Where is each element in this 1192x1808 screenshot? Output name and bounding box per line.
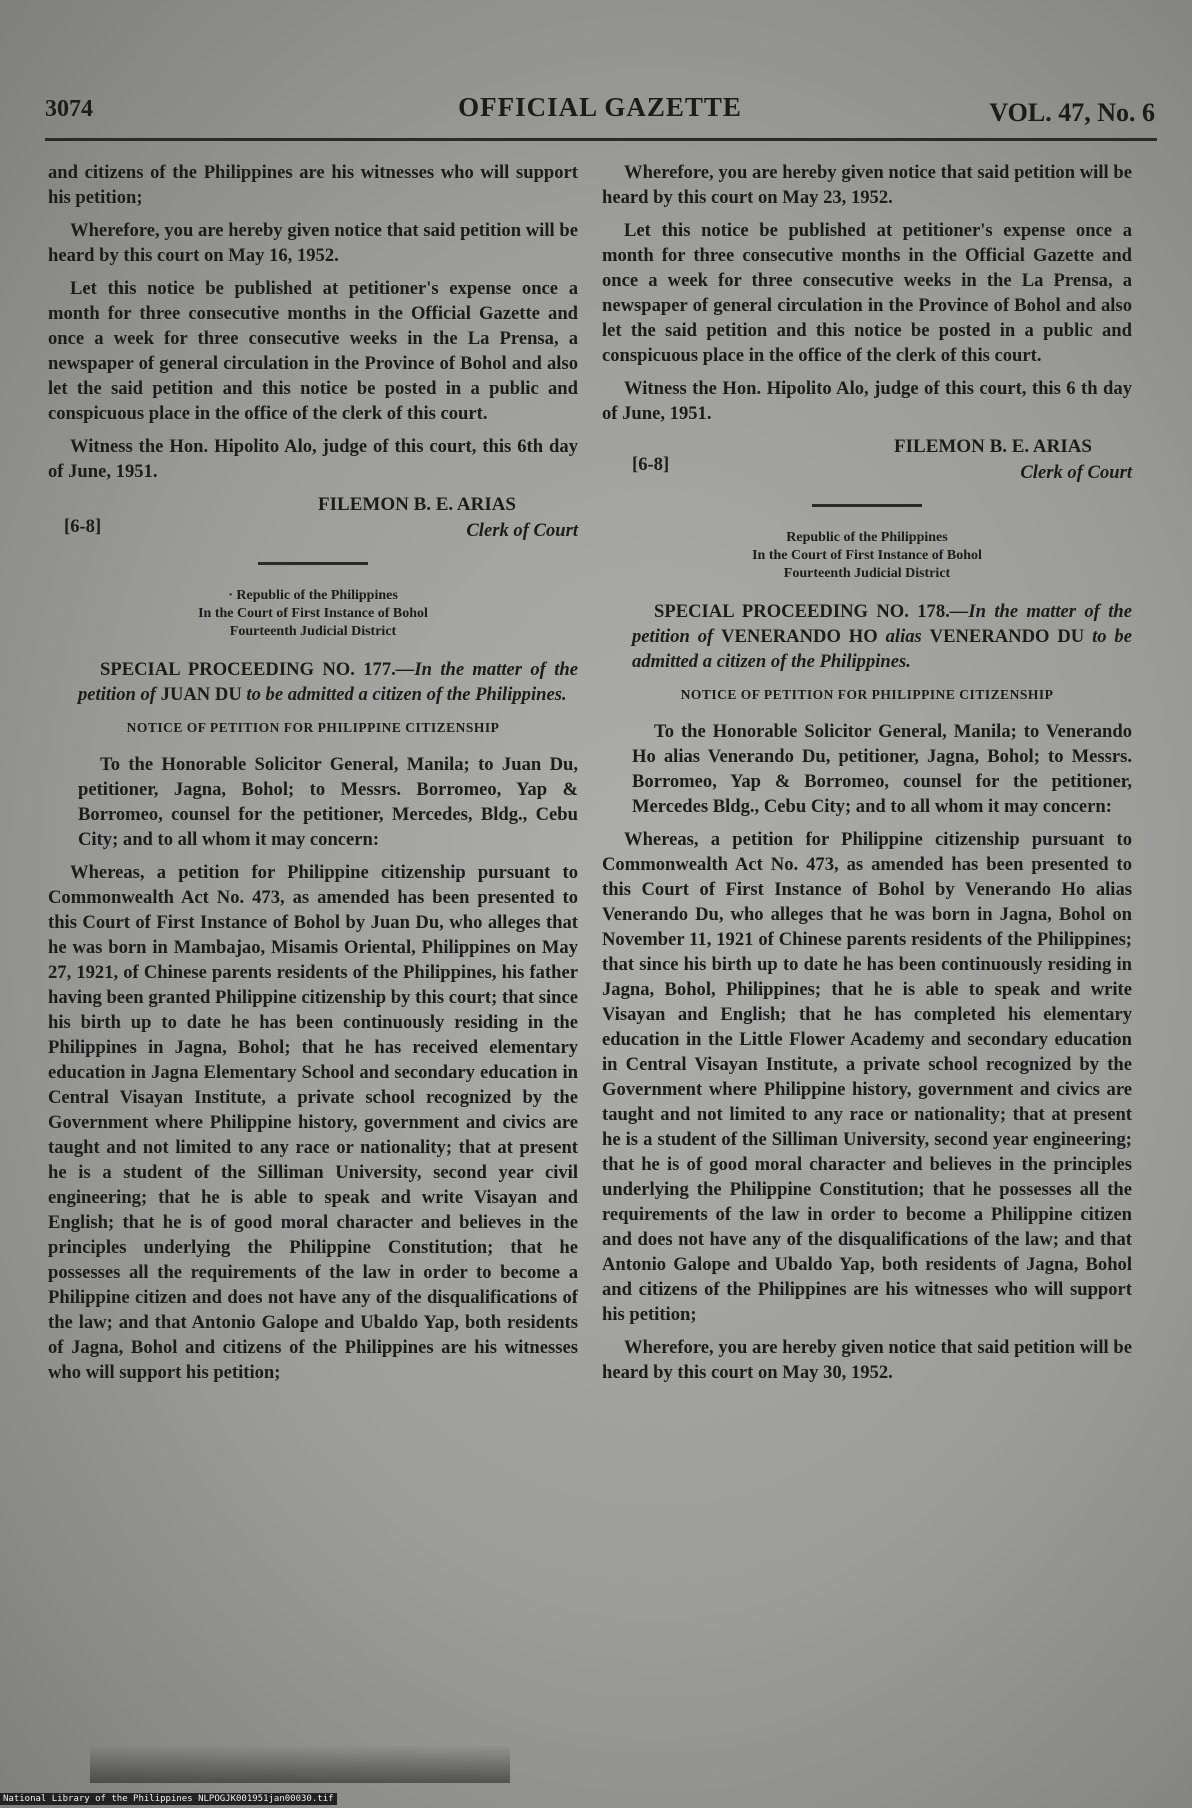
petitioner-name: VENERANDO HO (721, 626, 878, 647)
scan-source-label: National Library of the Philippines NLPOGJK001951jan00030.tif (0, 1793, 337, 1805)
header-rule (45, 138, 1157, 141)
court-line: Fourteenth Judicial District (229, 624, 397, 639)
proceeding-text: —In the matter of the petition of (632, 601, 1132, 647)
paragraph: Whereas, a petition for Philippine citizenship pursuant to Commonwealth Act No. 473, as amended has been presented to this Court of First Instance of Bohol by Venerando Ho alias Venerando Du, who alleges that he was born in Jagna, Bohol on November 11, 1921 of Chinese parents residents of the Philippines; that since his birth up to date he has been continuously residing in Jagna, Bohol, Philippines; that he is able to speak and write Visayan and English; that he has completed his elementary education in the Little Flower Academy and secondary education in Central Visayan Institute, a private school recognized by the Government where Philippine history, government and civics are taught and not limited to any race or nationality; that at present he is a student of the Silliman University, second year engineering; that he is of good moral character and believes in the principles underlying the Philippine Constitution; that he possesses all the requirements of the law in order to become a Philippine citizen and does not have any of the disqualifications of the law; and that Antonio Galope and Ubaldo Yap, both residents of Jagna, Bohol and citizens of the Philippines are his witnesses who will support his petition; (602, 829, 1132, 1325)
court-line: In the Court of First Instance of Bohol (752, 548, 982, 563)
signatory-title: Clerk of Court (466, 520, 578, 541)
paragraph: Wherefore, you are hereby given notice that said petition will be heard by this court on May 16, 1952. (48, 220, 578, 266)
paragraph: Witness the Hon. Hipolito Alo, judge of this court, this 6th day of June, 1951. (48, 436, 578, 482)
proceeding-text: to be admitted a citizen of the Philippines. (246, 684, 567, 705)
petitioner-name: JUAN DU (160, 684, 242, 705)
proceeding-label: SPECIAL PROCEEDING NO. 177. (100, 659, 396, 680)
section-divider (258, 562, 368, 565)
proceeding-label: SPECIAL PROCEEDING NO. 178. (654, 601, 950, 622)
page-header (45, 92, 1155, 132)
notice-title: NOTICE OF PETITION FOR PHILIPPINE CITIZENSHIP (680, 687, 1054, 702)
court-line: In the Court of First Instance of Bohol (198, 606, 428, 621)
paragraph: Let this notice be published at petitioner's expense once a month for three consecutive months in the Official Gazette and once a week for three consecutive weeks in the La Prensa, a newspaper of general circulation in the Province of Bohol and also let the said petition and this notice be posted in a public and conspicuous place in the office of the clerk of this court. (602, 220, 1132, 366)
court-line: Fourteenth Judicial District (783, 566, 951, 581)
proceeding-text: —In the matter of the petition of (78, 659, 578, 705)
volume-number: VOL. 47, No. 6 (989, 98, 1155, 127)
addressees: To the Honorable Solicitor General, Manila; to Venerando Ho alias Venerando Du, petitioner, Jagna, Bohol; to Messrs. Borromeo, Yap & Borromeo, counsel for the petitioner, Mercedes Bldg., Cebu City; and to all whom it may concern: (632, 721, 1132, 817)
section-divider (812, 504, 922, 507)
page-number: 3074 (45, 96, 93, 122)
petitioner-alias-name: VENERANDO DU (929, 626, 1085, 647)
proceeding-caption (602, 599, 1132, 674)
signatory-name: FILEMON B. E. ARIAS (894, 436, 1092, 457)
signatory-name: FILEMON B. E. ARIAS (318, 494, 516, 515)
court-line: Republic of the Philippines (786, 530, 948, 545)
issue-code: [6-8] (632, 454, 670, 475)
signature-block (48, 492, 578, 548)
court-heading (602, 529, 1132, 583)
paragraph: Wherefore, you are hereby given notice that said petition will be heard by this court on May 23, 1952. (602, 162, 1132, 208)
proceeding-caption (48, 657, 578, 707)
alias-word: alias (885, 626, 922, 647)
right-column (602, 160, 1132, 1393)
paragraph: Let this notice be published at petitioner's expense once a month for three consecutive months in the Official Gazette and once a week for three consecutive weeks in the La Prensa, a newspaper of general circulation in the Province of Bohol and also let the said petition and this notice be posted in a public and conspicuous place in the office of the clerk of this court. (48, 278, 578, 424)
notice-title: NOTICE OF PETITION FOR PHILIPPINE CITIZENSHIP (126, 720, 500, 735)
addressees: To the Honorable Solicitor General, Manila; to Juan Du, petitioner, Jagna, Bohol; to Messrs. Borromeo, Yap & Borromeo, counsel for the petitioner, Mercedes, Bldg., Cebu City; and to all whom it may concern: (78, 754, 578, 850)
court-line: · Republic of the Philippines (228, 588, 398, 603)
court-heading (48, 587, 578, 641)
issue-code: [6-8] (64, 516, 102, 537)
scan-shadow (90, 1745, 510, 1783)
paragraph: Witness the Hon. Hipolito Alo, judge of this court, this 6 th day of June, 1951. (602, 378, 1132, 424)
paragraph: Whereas, a petition for Philippine citizenship pursuant to Commonwealth Act No. 473, as amended has been presented to this Court of First Instance of Bohol by Juan Du, who alleges that he was born in Mambajao, Misamis Oriental, Philippines on May 27, 1921, of Chinese parents residents of the Philippines, his father having been granted Philippine citizenship by this court; that since his birth up to date he has been continuously residing in the Philippines in Jagna, Bohol; that he has received elementary education in Jagna Elementary School and secondary education in Central Visayan Institute, a private school recognized by the Government where Philippine history, government and civics are taught and not limited to any race or nationality; that at present he is a student of the Silliman University, second year civil engineering; that he is able to speak and write Visayan and English; that he is of good moral character and believes in the principles underlying the Philippine Constitution; that he possesses all the requirements of the law in order to become a Philippine citizen and does not have any of the disqualifications of the law; and that Antonio Galope and Ubaldo Yap, both residents of Jagna, Bohol and citizens of the Philippines are his witnesses who will support his petition; (48, 862, 578, 1383)
paragraph: and citizens of the Philippines are his witnesses who will support his petition; (48, 162, 578, 208)
signature-block (602, 434, 1132, 490)
left-column (48, 160, 578, 1393)
signatory-title: Clerk of Court (1020, 462, 1132, 483)
publication-title: OFFICIAL GAZETTE (458, 92, 742, 122)
proceeding-text: to be admitted a citizen of the Philippines. (632, 626, 1132, 672)
paragraph: Wherefore, you are hereby given notice that said petition will be heard by this court on May 30, 1952. (602, 1337, 1132, 1383)
